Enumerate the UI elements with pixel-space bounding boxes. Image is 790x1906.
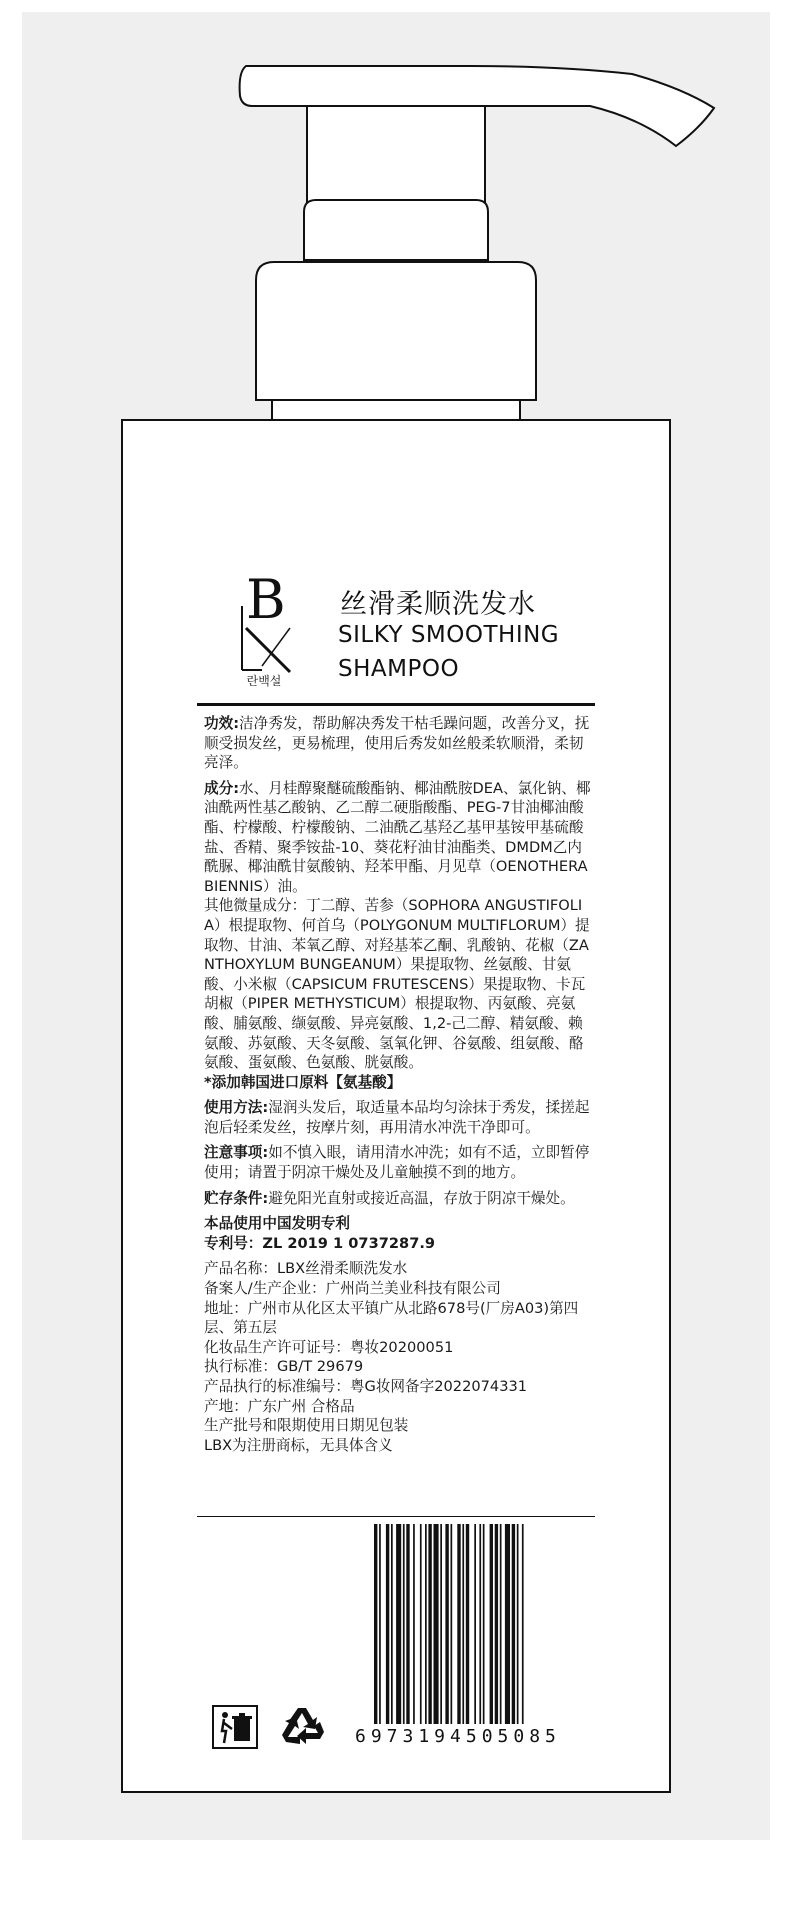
barcode-bar xyxy=(474,1524,476,1724)
barcode-bar xyxy=(379,1524,381,1724)
barcode-bars xyxy=(372,1524,594,1724)
barcode-bar xyxy=(505,1524,510,1724)
bottle-shoulder xyxy=(272,400,520,420)
ingredients-key: 成分: xyxy=(204,779,240,797)
barcode-bar xyxy=(428,1524,431,1724)
usage-key: 使用方法: xyxy=(204,1099,269,1117)
brand-logo-subtext: 란백설 xyxy=(246,674,282,688)
info-line: 产品名称：LBX丝滑柔顺洗发水 xyxy=(204,1260,408,1278)
info-line: LBX为注册商标，无具体含义 xyxy=(204,1436,393,1454)
barcode-bar xyxy=(413,1524,415,1724)
product-title-en-line1: SILKY SMOOTHING xyxy=(338,622,560,648)
trash-bin-icon xyxy=(212,1705,258,1749)
minor-ingredients: 其他微量成分：丁二醇、苦参（SOPHORA ANGUSTIFOLIA）根提取物、何首乌（POLYGONUM MULTIFLORUM）提取物、甘油、苯氧乙醇、对羟基苯乙酮、乳酸钠、花椒（ZANTHOXYLUM BUNGEANUM）果提取物、丝氨酸、甘氨酸、小米椒（CAPSICUM FRUTESCENS）果提取物、卡瓦胡椒（PIPER METHYSTICUM）根提取物、丙氨酸、亮氨酸、脯氨酸、缬氨酸、异亮氨酸、1,2-己二醇、精氨酸、赖氨酸、苏氨酸、天冬氨酸、氢氧化钾、谷氨酸、组氨酸、酪氨酸、蛋氨酸、色氨酸、胱氨酸。 xyxy=(204,897,590,1072)
ingredients-text: 水、月桂醇聚醚硫酸酯钠、椰油酰胺DEA、氯化钠、椰油酰两性基乙酸钠、乙二醇二硬脂酸酯、PEG-7甘油椰油酸酯、柠檬酸、柠檬酸钠、二油酰乙基羟乙基甲基铵甲基硫酸盐、香精、聚季铵盐-10、葵花籽油甘油酯类、DMDM乙内酰脲、椰油酰甘氨酸钠、羟苯甲酯、月见草（OENOTHERA BIENNIS）油。 xyxy=(204,779,591,895)
barcode-bar xyxy=(462,1524,464,1724)
barcode-bar xyxy=(457,1524,460,1724)
product-title-en xyxy=(338,618,559,686)
barcode xyxy=(372,1524,594,1756)
barcode-bar xyxy=(479,1524,481,1724)
barcode-bar xyxy=(451,1524,453,1724)
brand-logo xyxy=(232,566,304,686)
storage-key: 贮存条件: xyxy=(204,1189,269,1207)
info-line: 产地：广东广州 合格品 xyxy=(204,1397,355,1415)
product-info xyxy=(204,1259,596,1455)
barcode-bar xyxy=(483,1524,485,1724)
patent-line2: 专利号：ZL 2019 1 0737287.9 xyxy=(204,1234,436,1252)
ingredients-section xyxy=(204,779,596,897)
info-line: 生产批号和限期使用日期见包装 xyxy=(204,1417,409,1435)
info-line: 产品执行的标准编号：粤G妆网备字2022074331 xyxy=(204,1378,528,1395)
barcode-bar xyxy=(490,1524,493,1724)
usage-section xyxy=(204,1098,596,1137)
barcode-bar xyxy=(495,1524,498,1724)
barcode-bar xyxy=(425,1524,427,1724)
product-title-cn: 丝滑柔顺洗发水 xyxy=(340,589,536,620)
caution-section xyxy=(204,1143,596,1182)
info-line: 执行标准：GB/T 29679 xyxy=(204,1358,364,1376)
barcode-bar xyxy=(522,1524,524,1724)
bottle-cap xyxy=(256,262,536,400)
svg-text:B: B xyxy=(246,568,286,631)
product-title-en-line2: SHAMPOO xyxy=(338,656,460,682)
barcode-bar xyxy=(517,1524,519,1724)
effect-key: 功效: xyxy=(204,715,240,732)
barcode-bar xyxy=(466,1524,469,1724)
info-line: 备案人/生产企业：广州尚兰美业科技有限公司 xyxy=(204,1280,501,1298)
patent-line1: 本品使用中国发明专利 xyxy=(204,1215,350,1233)
barcode-bar xyxy=(512,1524,515,1724)
barcode-bar xyxy=(403,1524,405,1724)
barcode-bar xyxy=(440,1524,442,1724)
patent-section xyxy=(204,1214,596,1253)
caution-text: 如不慎入眼，请用清水冲洗；如有不适，立即暂停使用；请置于阴凉干燥处及儿童触摸不到的地方。 xyxy=(204,1144,590,1182)
pump-neck xyxy=(307,106,485,202)
barcode-bar xyxy=(434,1524,439,1724)
import-note: *添加韩国进口原料【氨基酸】 xyxy=(204,1073,402,1091)
effect-text: 洁净秀发，帮助解决秀发干枯毛躁问题，改善分叉，抚顺受损发丝，更易梳理，使用后秀发如丝般柔软顺滑，柔韧亮泽。 xyxy=(204,715,590,772)
barcode-bar xyxy=(386,1524,389,1724)
label-text-block xyxy=(204,714,596,1461)
recycle-icon xyxy=(280,1702,330,1752)
barcode-number: 6973194505085 xyxy=(355,1726,561,1747)
pump-collar xyxy=(304,200,488,260)
info-line: 地址：广州市从化区太平镇广从北路678号(厂房A03)第四层、第五层 xyxy=(204,1299,579,1337)
barcode-bar xyxy=(420,1524,422,1724)
barcode-bar xyxy=(445,1524,448,1724)
storage-section xyxy=(204,1189,596,1209)
info-line: 化妆品生产许可证号：粤妆20200051 xyxy=(204,1338,454,1356)
barcode-bar xyxy=(500,1524,502,1724)
barcode-bar xyxy=(406,1524,409,1724)
barcode-bar xyxy=(391,1524,393,1724)
storage-text: 避免阳光直射或接近高温，存放于阴凉干燥处。 xyxy=(268,1189,575,1207)
caution-key: 注意事项: xyxy=(204,1144,269,1162)
divider-top xyxy=(197,703,595,706)
barcode-bar xyxy=(396,1524,401,1724)
usage-text: 湿润头发后，取适量本品均匀涂抹于秀发，揉搓起泡后轻柔发丝，按摩片刻，再用清水冲洗干净即可。 xyxy=(204,1099,590,1136)
effect-section xyxy=(204,714,596,773)
divider-bottom xyxy=(197,1516,595,1517)
barcode-bar xyxy=(374,1524,377,1724)
